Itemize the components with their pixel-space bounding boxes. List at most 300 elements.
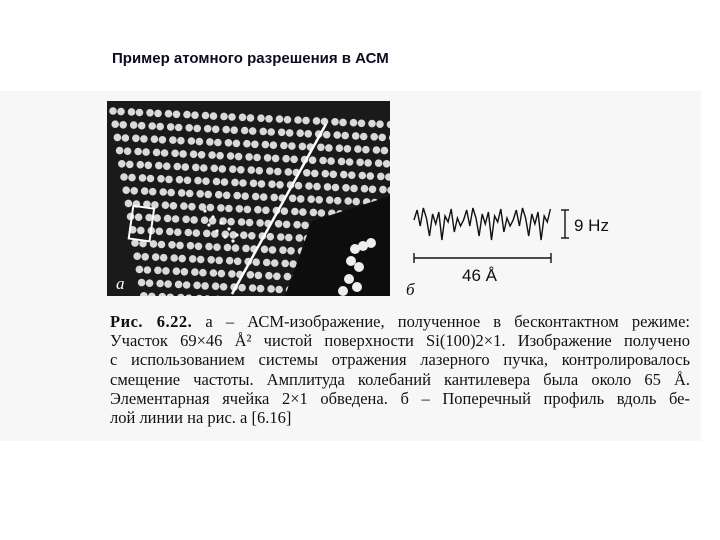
afm-atom — [191, 268, 199, 276]
afm-atom — [268, 180, 276, 188]
afm-atom — [294, 116, 302, 124]
afm-atom — [148, 122, 156, 130]
afm-atom — [163, 162, 171, 170]
afm-atom — [164, 215, 172, 223]
afm-atom — [167, 189, 175, 197]
afm-atom — [289, 195, 297, 203]
afm-atom — [264, 154, 272, 162]
afm-atom — [344, 145, 352, 153]
afm-atom — [185, 124, 193, 132]
afm-atom — [167, 123, 175, 131]
afm-atom — [202, 177, 210, 185]
afm-atom — [278, 129, 286, 137]
afm-atom — [364, 159, 372, 167]
afm-atom — [285, 234, 293, 242]
afm-atom — [246, 219, 254, 227]
afm-atom — [124, 147, 132, 155]
afm-atom — [318, 209, 326, 217]
afm-atom — [269, 246, 277, 254]
caption-line-2: Участок 69×46 Å² чистой поверхности Si(100)2×1. Изображение получено — [110, 331, 690, 351]
afm-atom — [378, 134, 386, 142]
afm-atom — [173, 267, 181, 275]
afm-atom — [146, 109, 154, 117]
afm-atom — [137, 227, 145, 235]
caption-line-5: Элементарная ячейка 2×1 обведена. б – Поперечный профиль вдоль бе- — [110, 388, 690, 408]
afm-atom — [241, 127, 249, 135]
afm-atom — [119, 121, 127, 129]
afm-atom — [281, 207, 289, 215]
afm-atom — [152, 253, 160, 261]
afm-atom — [232, 244, 240, 252]
afm-atom — [213, 178, 221, 186]
afm-atom — [185, 294, 193, 296]
afm-atom — [170, 202, 178, 210]
afm-atom — [179, 150, 187, 158]
afm-atom — [227, 152, 235, 160]
afm-atom — [130, 187, 138, 195]
afm-atom — [204, 191, 212, 199]
afm-atom — [109, 107, 117, 115]
afm-atom — [186, 190, 194, 198]
afm-atom — [193, 229, 201, 237]
afm-atom — [322, 170, 330, 178]
afm-atom — [247, 114, 255, 122]
afm-atom — [368, 120, 376, 128]
afm-atom — [326, 196, 334, 204]
afm-atom — [223, 192, 231, 200]
caption-line-1-text: а – АСМ-изображение, полученное в бесконтактном режиме: — [205, 312, 691, 331]
afm-atom — [212, 282, 220, 290]
afm-atom — [331, 118, 339, 126]
afm-atom — [267, 233, 275, 241]
afm-atom — [370, 133, 378, 141]
afm-atom — [140, 135, 148, 143]
afm-atom — [199, 269, 207, 277]
afm-atom — [362, 146, 370, 154]
afm-atom — [260, 193, 268, 201]
afm-atom — [181, 268, 189, 276]
afm-atom — [310, 209, 318, 217]
afm-atom — [194, 177, 202, 185]
afm-atom — [197, 256, 205, 264]
cross-section-profile — [408, 196, 623, 288]
afm-atom — [243, 140, 251, 148]
afm-atom — [359, 172, 367, 180]
afm-atom — [274, 168, 282, 176]
afm-atom — [182, 163, 190, 171]
afm-atom — [206, 138, 214, 146]
afm-atom — [305, 182, 313, 190]
afm-atom — [263, 259, 271, 267]
afm-atom — [239, 179, 247, 187]
afm-atom — [188, 137, 196, 145]
afm-atom — [249, 284, 257, 292]
afm-atom — [311, 170, 319, 178]
afm-atom — [284, 116, 292, 124]
afm-atom — [227, 218, 235, 226]
afm-atom — [111, 120, 119, 128]
afm-atom — [178, 255, 186, 263]
afm-atom — [276, 115, 284, 123]
afm-atom — [125, 200, 133, 208]
afm-atom — [233, 140, 241, 148]
unit-cell-dot — [203, 209, 206, 212]
afm-atom — [258, 180, 266, 188]
afm-atom — [373, 146, 381, 154]
afm-atomic-image — [107, 101, 390, 296]
afm-atom — [317, 144, 325, 152]
afm-atom — [234, 258, 242, 266]
vertical-scale-label: 9 Hz — [574, 216, 609, 235]
afm-atom — [187, 242, 195, 250]
afm-atom — [205, 243, 213, 251]
afm-atom — [376, 120, 384, 128]
afm-atom — [170, 254, 178, 262]
afm-atom — [303, 169, 311, 177]
afm-atom — [248, 166, 256, 174]
afm-atom — [377, 173, 385, 181]
afm-atom — [171, 150, 179, 158]
afm-atom — [144, 266, 152, 274]
afm-atom — [299, 143, 307, 151]
afm-atom — [277, 233, 285, 241]
afm-atom — [132, 135, 140, 143]
afm-atom — [148, 293, 156, 296]
unit-cell-outline-rect — [129, 206, 154, 242]
afm-atom — [265, 115, 273, 123]
unit-cell-dot — [227, 227, 230, 230]
afm-atom — [183, 281, 191, 289]
afm-atom — [128, 174, 136, 182]
afm-atom — [157, 175, 165, 183]
afm-atom — [383, 160, 390, 168]
afm-atom — [346, 158, 354, 166]
afm-atom — [315, 196, 323, 204]
afm-atom — [369, 186, 377, 194]
afm-atom — [136, 109, 144, 117]
afm-atom — [296, 234, 304, 242]
afm-atom — [296, 129, 304, 137]
afm-atom — [284, 273, 292, 281]
afm-atom — [193, 282, 201, 290]
afm-atom — [136, 266, 144, 274]
afm-atom — [218, 270, 226, 278]
afm-atom — [381, 147, 389, 155]
afm-atom — [290, 156, 298, 164]
afm-atom — [215, 257, 223, 265]
afm-step-atom — [344, 274, 354, 284]
afm-atom — [248, 232, 256, 240]
afm-atom — [141, 253, 149, 261]
afm-atom — [275, 220, 283, 228]
afm-atom — [389, 134, 390, 142]
afm-atom — [182, 216, 190, 224]
afm-atom — [204, 295, 212, 296]
afm-atom — [116, 147, 124, 155]
afm-atom — [217, 204, 225, 212]
afm-atom — [239, 114, 247, 122]
afm-atom — [154, 110, 162, 118]
afm-atom — [138, 279, 146, 287]
afm-atom — [304, 130, 312, 138]
afm-atom — [184, 177, 192, 185]
afm-atom — [220, 113, 228, 121]
afm-atom — [241, 192, 249, 200]
afm-atom — [185, 229, 193, 237]
afm-atom — [327, 157, 335, 165]
afm-atom — [196, 190, 204, 198]
horizontal-scale-label: 46 Å — [462, 266, 497, 285]
afm-atom — [207, 204, 215, 212]
afm-atom — [236, 205, 244, 213]
afm-atom — [332, 184, 340, 192]
afm-atom — [266, 167, 274, 175]
afm-atom — [159, 188, 167, 196]
afm-atom — [237, 166, 245, 174]
afm-atom — [256, 167, 264, 175]
afm-atom — [255, 272, 263, 280]
afm-atom — [250, 180, 258, 188]
afm-atom — [228, 270, 236, 278]
afm-atom — [249, 127, 257, 135]
afm-atom — [183, 111, 191, 119]
caption-line-3: с использованием системы отражения лазерного пучка, контролировалось — [110, 350, 690, 370]
afm-atom — [145, 162, 153, 170]
afm-atom — [173, 111, 181, 119]
afm-atom — [202, 112, 210, 120]
unit-cell-dot — [235, 233, 238, 236]
afm-atom — [215, 191, 223, 199]
afm-atom — [196, 295, 204, 296]
afm-atom — [138, 122, 146, 130]
afm-atom — [360, 133, 368, 141]
afm-atom — [254, 206, 262, 214]
afm-atom — [307, 195, 315, 203]
afm-atom — [358, 120, 366, 128]
figure-caption — [110, 312, 690, 427]
afm-atom — [196, 138, 204, 146]
afm-atom — [354, 145, 362, 153]
afm-atom — [177, 137, 185, 145]
afm-atom — [313, 183, 321, 191]
caption-line-4: смещение частоты. Амплитуда колебаний кантилевера была около 65 Å. — [110, 369, 690, 389]
afm-atom — [281, 260, 289, 268]
afm-atom — [140, 292, 148, 296]
afm-atom — [192, 164, 200, 172]
afm-atom — [154, 267, 162, 275]
afm-atom — [262, 141, 270, 149]
afm-atom — [340, 171, 348, 179]
afm-atom — [361, 185, 369, 193]
afm-atom — [283, 221, 291, 229]
afm-atom — [325, 144, 333, 152]
afm-atom — [285, 168, 293, 176]
afm-atom — [348, 171, 356, 179]
afm-atom — [319, 157, 327, 165]
afm-atom — [117, 108, 125, 116]
unit-cell-dot — [215, 229, 218, 232]
afm-atom — [211, 165, 219, 173]
afm-atom — [114, 134, 122, 142]
afm-atom — [276, 181, 284, 189]
afm-atom — [270, 194, 278, 202]
afm-atom — [169, 136, 177, 144]
afm-atom — [338, 158, 346, 166]
afm-atom — [126, 161, 134, 169]
afm-atom — [387, 186, 390, 194]
afm-atom — [235, 153, 243, 161]
afm-atom — [118, 160, 126, 168]
afm-atom — [156, 280, 164, 288]
afm-atom — [159, 293, 167, 296]
afm-atom — [172, 215, 180, 223]
afm-atom — [208, 151, 216, 159]
afm-step-atom — [352, 282, 362, 292]
afm-atom — [287, 247, 295, 255]
afm-atom — [230, 126, 238, 134]
afm-atom — [356, 159, 364, 167]
afm-atom — [147, 175, 155, 183]
afm-atom — [387, 121, 390, 129]
afm-atom — [272, 155, 280, 163]
afm-atom — [240, 231, 248, 239]
afm-atom — [174, 228, 182, 236]
afm-atom — [214, 139, 222, 147]
afm-atom — [299, 208, 307, 216]
afm-atom — [288, 142, 296, 150]
afm-atom — [122, 186, 130, 194]
afm-atom — [177, 294, 185, 296]
afm-atom — [302, 117, 310, 125]
afm-atom — [151, 135, 159, 143]
afm-atom — [139, 174, 147, 182]
afm-image-panel — [107, 101, 390, 296]
afm-atom — [256, 219, 264, 227]
afm-atom — [195, 243, 203, 251]
afm-atom — [190, 150, 198, 158]
afm-atom — [168, 241, 176, 249]
afm-atom — [120, 173, 128, 181]
afm-atom — [333, 131, 341, 139]
afm-atom — [342, 184, 350, 192]
afm-atom — [324, 183, 332, 191]
afm-atom — [251, 141, 259, 149]
afm-atom — [128, 108, 136, 116]
afm-atom — [265, 272, 273, 280]
afm-atom — [352, 198, 360, 206]
afm-atom — [257, 285, 265, 293]
slide-title: Пример атомного разрешения в АСМ — [112, 50, 389, 67]
panel-label-a: а — [116, 274, 125, 293]
afm-atom — [137, 161, 145, 169]
afm-atom — [203, 230, 211, 238]
unit-cell-dot — [231, 239, 234, 242]
afm-step-atom — [354, 262, 364, 272]
caption-line-6: лой линии на рис. а [6.16] — [110, 408, 292, 428]
afm-atom — [201, 216, 209, 224]
afm-atom — [245, 153, 253, 161]
afm-atom — [271, 259, 279, 267]
afm-atom — [238, 218, 246, 226]
afm-atom — [253, 154, 261, 162]
afm-atom — [385, 173, 390, 181]
afm-atom — [229, 165, 237, 173]
afm-atom — [210, 112, 218, 120]
afm-atom — [188, 203, 196, 211]
afm-atom — [293, 221, 301, 229]
afm-atom — [176, 242, 184, 250]
caption-figure-number: Рис. 6.22. — [110, 312, 193, 331]
afm-atom — [257, 114, 265, 122]
afm-atom — [341, 132, 349, 140]
afm-atom — [259, 128, 267, 136]
afm-atom — [149, 188, 157, 196]
afm-atom — [155, 162, 163, 170]
afm-atom — [282, 155, 290, 163]
afm-atom — [156, 228, 164, 236]
afm-atom — [165, 110, 173, 118]
afm-atom — [135, 213, 143, 221]
afm-atom — [350, 185, 358, 193]
caption-line-1 — [110, 312, 690, 331]
afm-atom — [339, 119, 347, 127]
afm-atom — [219, 165, 227, 173]
afm-atom — [130, 121, 138, 129]
afm-atom — [216, 152, 224, 160]
afm-atom — [133, 252, 141, 260]
afm-atom — [224, 244, 232, 252]
afm-atom — [122, 134, 130, 142]
afm-atom — [201, 282, 209, 290]
afm-atom — [213, 243, 221, 251]
afm-atom — [313, 117, 321, 125]
afm-atom — [222, 126, 230, 134]
afm-atom — [180, 202, 188, 210]
afm-atom — [176, 176, 184, 184]
afm-atom — [225, 139, 233, 147]
afm-atom — [238, 284, 246, 292]
afm-atom — [204, 125, 212, 133]
afm-atom — [166, 228, 174, 236]
afm-atom — [142, 148, 150, 156]
unit-cell-dot — [207, 223, 210, 226]
unit-cell-dot — [223, 235, 226, 238]
afm-atom — [174, 163, 182, 171]
afm-atom — [191, 111, 199, 119]
afm-step-atom — [346, 256, 356, 266]
afm-atom — [267, 285, 275, 293]
afm-atom — [252, 258, 260, 266]
afm-atom — [301, 222, 309, 230]
afm-atom — [286, 129, 294, 137]
afm-atom — [226, 257, 234, 265]
afm-atom — [175, 281, 183, 289]
afm-atom — [352, 132, 360, 140]
afm-atom — [252, 193, 260, 201]
afm-atom — [330, 171, 338, 179]
afm-atom — [207, 256, 215, 264]
afm-atom — [190, 216, 198, 224]
afm-atom — [146, 279, 154, 287]
afm-atom — [375, 159, 383, 167]
afm-atom — [280, 142, 288, 150]
afm-atom — [210, 269, 218, 277]
afm-atom — [225, 205, 233, 213]
afm-atom — [198, 151, 206, 159]
afm-atom — [242, 245, 250, 253]
afm-atom — [270, 141, 278, 149]
afm-atom — [153, 214, 161, 222]
